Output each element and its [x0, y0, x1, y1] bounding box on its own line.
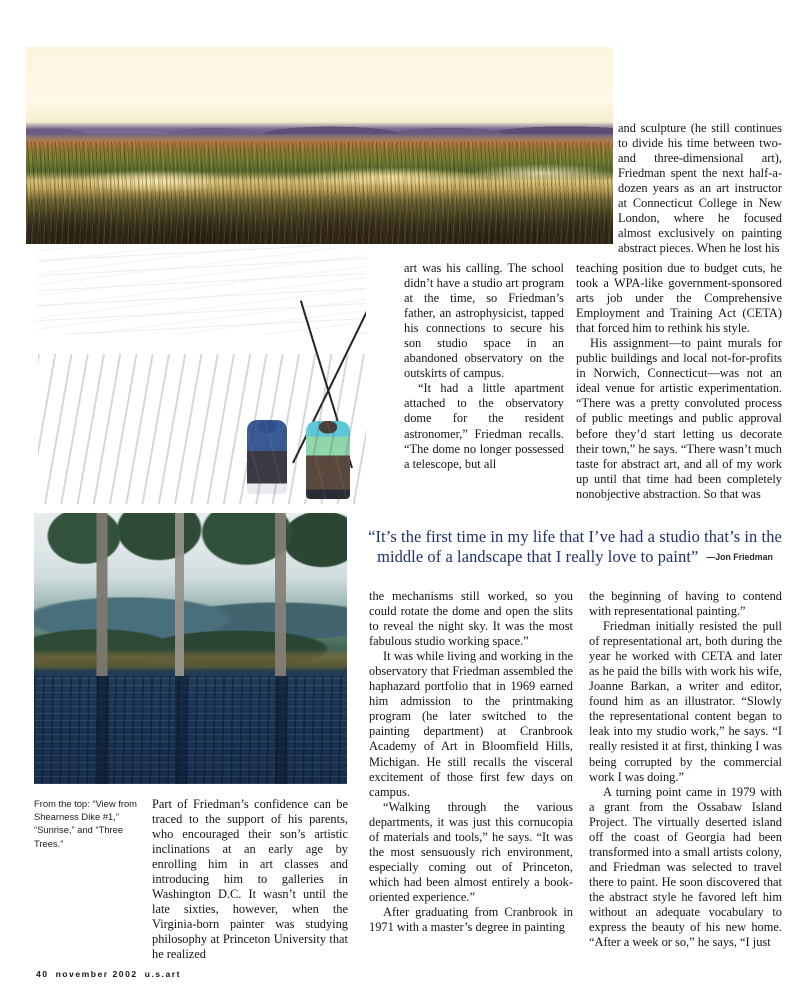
- paragraph: the mechanisms still worked, so you could rotate the dome and open the slits to reveal the night sky. It was the most fabulous studio working space.”: [369, 589, 573, 649]
- page-footer: [36, 969, 181, 979]
- paragraph: His assignment—to paint murals for public buildings and local not-for-profits in Norwich, Connecticut—was not an ideal venue for artistic experimentation. “There was a pretty convoluted process of public meetings and public approval before they’d start letting us decorate their town,” he says. “There wasn’t much taste for abstract art, and all of my work up until that time had been completely nonobjective abstraction. So that was: [576, 336, 782, 501]
- paragraph: the beginning of having to contend with representational painting.”: [589, 589, 782, 619]
- artwork-view-from-shearness-dike-1: [26, 47, 613, 244]
- publication-name: u.s.art: [144, 969, 181, 979]
- paragraph: It was while living and working in the observatory that Friedman assembled the haphazard portfolio that in 1969 earned him admission to the printmaking program (he later switched to the painting department) at Cranbrook Academy of Art in Bloomfield Hills, Michigan. He still recalls the visceral excitement of those first few days on campus.: [369, 649, 573, 799]
- column-lower-right: [589, 589, 782, 950]
- paragraph: A turning point came in 1979 with a grant from the Ossabaw Island Project. The virtually deserted island off the coast of Georgia had been transformed into a small artists colony, and Friedman was selected to travel there to paint. He soon discovered that the abstract style he favored left him without an adequate vocabulary to express the beauty of his new home. “After a week or so,” he says, “I just: [589, 784, 782, 950]
- paragraph: Friedman initially resisted the pull of representational art, both during the year he worked with CETA and later as he paid the bills with work his wife, Joanne Barkan, a writer and editor, found him as an illustrator. “Slowly the representational content began to leak into my studio work,” he says. “I really resisted it at first, thinking I was being corrupted by the commercial work I was doing.”: [589, 619, 782, 784]
- column-top-right: [618, 121, 782, 256]
- fishing-rod-right-icon: [300, 300, 353, 468]
- paragraph: art was his calling. The school didn’t have a studio art program at the time, so Friedman’s father, an astrophysicist, tapped his connections to secure his son studio space in an abandoned observatory on the outskirts of campus.: [404, 261, 564, 381]
- issue-date: november 2002: [55, 969, 138, 979]
- artwork-sunrise: [38, 246, 366, 504]
- column-lower-centre: [369, 589, 573, 935]
- paragraph: and sculpture (he still continues to divide his time between two- and three-dimensional art), Friedman spent the next half-a-dozen years as an art instructor at Connecticut College in New London, where he focused almost exclusively on painting abstract pieces. When he lost his: [618, 121, 782, 256]
- column-middle-centre: [404, 261, 564, 472]
- paragraph: “It had a little apartment attached to the observatory dome for the resident astronomer,” Friedman recalls. “The dome no longer possessed a telescope, but all: [404, 381, 564, 471]
- column-middle-right: [576, 261, 782, 502]
- paragraph: Part of Friedman’s confidence can be traced to the support of his parents, who encouraged their son’s artistic inclinations at an early age by enrolling him in art classes and introducing him to galleries in Washington D.C. It wasn’t until the late sixties, however, when the Virginia-born painter was studying philosophy at Princeton University that he realized: [152, 797, 348, 962]
- pull-quote-attribution: —Jon Friedman: [706, 552, 773, 562]
- pull-quote: [366, 527, 784, 567]
- artwork-caption: From the top: “View from Shearness Dike #1,” “Sunrise,” and “Three Trees.”: [34, 798, 137, 849]
- paragraph: teaching position due to budget cuts, he took a WPA-like government-sponsored arts job under the Comprehensive Employment and Training Act (CETA) that forced him to rethink his style.: [576, 261, 782, 336]
- pull-quote-text: “It’s the first time in my life that I’ve had a studio that’s in the middle of a landscape that I really love to paint”: [368, 527, 782, 566]
- column-lower-left: [152, 797, 348, 963]
- fishing-rod-left-icon: [292, 292, 366, 464]
- paragraph: “Walking through the various departments, it was just this cornucopia of materials and tools,” he says. “It was the most sensuously rich environment, especially coming out of Princeton, which had been almost entirely a book-oriented experience.”: [369, 799, 573, 904]
- artwork-three-trees: [34, 513, 347, 784]
- seated-fisherman-left: [247, 420, 287, 494]
- paragraph: After graduating from Cranbrook in 1971 with a master’s degree in painting: [369, 904, 573, 935]
- folio-number: 40: [36, 969, 49, 979]
- seated-fisherman-right: [306, 421, 350, 499]
